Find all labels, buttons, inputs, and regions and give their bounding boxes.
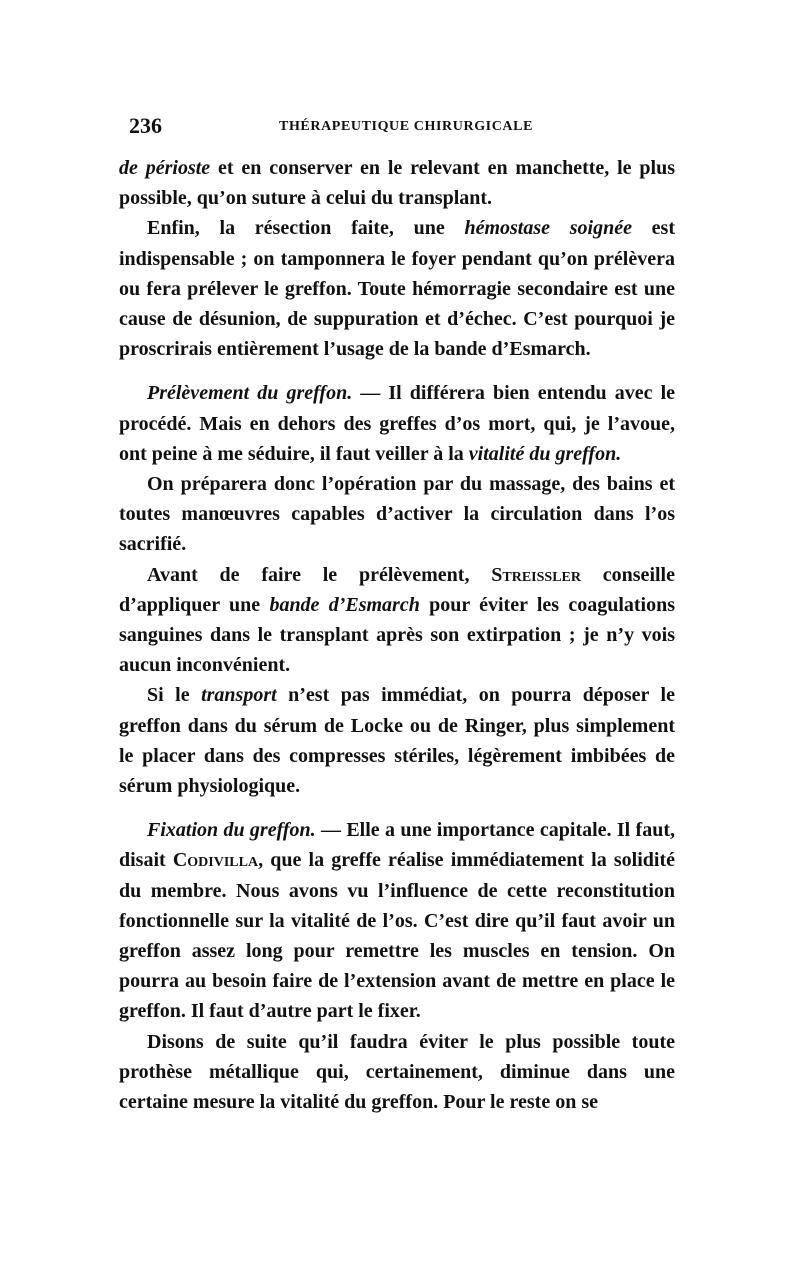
section-prelevement bbox=[119, 378, 675, 469]
italic-term: hémostase soignée bbox=[464, 217, 632, 240]
paragraph-text: et en conserver en le relevant en manchette, le plus possible, qu’on suture à celui du transplant. bbox=[119, 157, 675, 210]
italic-term: bande d’Esmarch bbox=[269, 593, 420, 616]
paragraph-text: Si le bbox=[147, 684, 202, 707]
paragraph-text: Avant de faire le prélèvement, bbox=[147, 563, 492, 586]
paragraph-2 bbox=[119, 213, 675, 364]
running-title: THÉRAPEUTIQUE CHIRURGICALE bbox=[279, 119, 534, 134]
section-fixation bbox=[119, 815, 675, 1026]
italic-term: transport bbox=[201, 684, 277, 707]
paragraph-text: On préparera donc l’opération par du massage, des bains et toutes manœuvres capables d’activer la circulation dans l’os sacrifié. bbox=[119, 473, 675, 556]
paragraph-text: — Il différera bien entendu avec le procédé. Mais en dehors des greffes d’os mort, qui, je l’avoue, ont peine à me séduire, il faut veiller à la bbox=[119, 382, 675, 465]
italic-term: vitalité du greffon. bbox=[468, 442, 622, 465]
paragraph-text: Disons de suite qu’il faudra éviter le plus possible toute prothèse métallique qui, certainement, diminue dans une certaine mesure la vitalité du greffon. Pour le reste on se bbox=[119, 1030, 675, 1114]
author-name: Codivilla bbox=[172, 849, 259, 872]
body-text bbox=[119, 153, 675, 1117]
paragraph-text: conseille d’appliquer une bbox=[119, 563, 675, 616]
paragraph-text: , que la greffe réalise immédiatement la solidité du membre. Nous avons vu l’influence de cette reconstitution fonctionnelle sur la vitalité de l’os. C’est dire qu’il faut avoir un greffon assez long pour remettre les muscles en tension. On pourra au besoin faire de l’extension avant de mettre en place le greffon. Il faut d’autre part le fixer. bbox=[119, 849, 675, 1023]
paragraph-text: — Elle a une importance capitale. Il faut, disait bbox=[119, 819, 675, 872]
paragraph-6 bbox=[119, 680, 675, 801]
paragraph-text: est indispensable ; on tamponnera le foyer pendant qu’on prélèvera ou fera prélever le greffon. Toute hémorragie secondaire est une cause de désunion, de suppuration et d’échec. C’est pourquoi je proscrirais entièrement l’usage de la bande d’Esmarch. bbox=[119, 217, 675, 361]
paragraph-text: pour éviter les coagulations sanguines dans le transplant après son extirpation ; je n’y vois aucun inconvénient. bbox=[119, 593, 676, 677]
italic-term: de périoste bbox=[119, 157, 211, 179]
paragraph-text: n’est pas immédiat, on pourra déposer le greffon dans du sérum de Locke ou de Ringer, plus simplement le placer dans des compresses stériles, légèrement imbibées de sérum physiologique. bbox=[119, 684, 675, 798]
author-name: Streissler bbox=[491, 563, 581, 586]
page-number: 236 bbox=[129, 113, 162, 138]
paragraph-1 bbox=[119, 153, 675, 213]
section-heading: Fixation du greffon. bbox=[147, 819, 316, 842]
paragraph-5 bbox=[119, 560, 675, 681]
running-head bbox=[129, 113, 675, 139]
section-heading: Prélèvement du greffon. bbox=[147, 382, 353, 405]
paragraph-4 bbox=[119, 469, 675, 560]
paragraph-8 bbox=[119, 1027, 675, 1118]
paragraph-text: Enfin, la résection faite, une bbox=[147, 217, 465, 240]
